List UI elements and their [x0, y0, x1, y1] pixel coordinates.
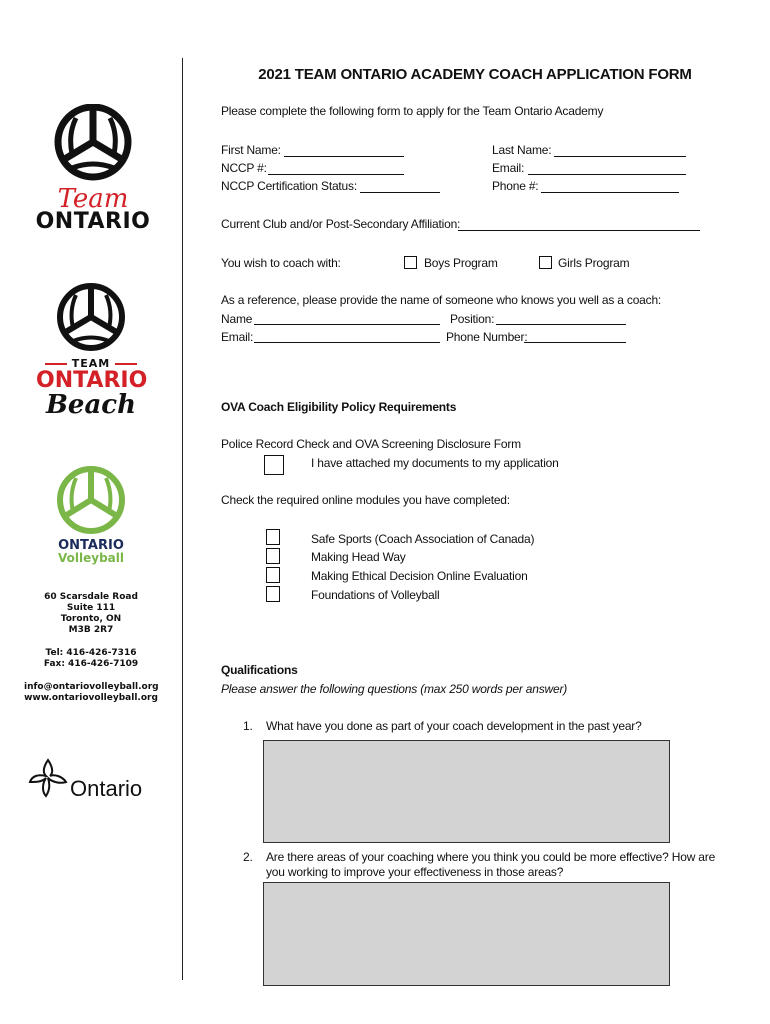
logo-ontario-text: ONTARIO [35, 209, 151, 234]
question-2-text-line-2: you working to improve your effectiveness in those areas? [266, 865, 564, 879]
question-1-number: 1. [243, 719, 253, 733]
reference-email-label: Email: [221, 330, 254, 344]
address-block [30, 592, 152, 636]
documents-attached-checkbox[interactable] [264, 455, 284, 475]
reference-position-field[interactable] [496, 324, 626, 325]
ontario-volleyball-logo [44, 464, 138, 565]
module-checkbox-foundations[interactable] [266, 586, 280, 602]
intro-text: Please complete the following form to apply for the Team Ontario Academy [221, 104, 604, 118]
reference-position-label: Position: [450, 312, 495, 326]
logo-team-text: Team [57, 184, 129, 214]
question-1-answer-box[interactable] [263, 740, 670, 843]
team-ontario-beach-logo [36, 282, 146, 418]
volleyball-icon [28, 104, 158, 182]
girls-program-label: Girls Program [558, 256, 630, 270]
beach-ontario-text: ONTARIO [36, 368, 148, 393]
question-2-answer-box[interactable] [263, 882, 670, 986]
reference-phone-field[interactable] [524, 342, 626, 343]
email-link[interactable]: info@ontariovolleyball.org [24, 682, 159, 692]
module-label: Making Head Way [311, 550, 406, 564]
module-label: Making Ethical Decision Online Evaluation [311, 569, 528, 583]
reference-name-label: Name [221, 312, 253, 326]
first-name-label: First Name: [221, 143, 281, 157]
module-label: Safe Sports (Coach Association of Canada) [311, 532, 535, 546]
girls-program-checkbox[interactable] [539, 256, 552, 269]
police-check-text: Police Record Check and OVA Screening Disclosure Form [221, 437, 521, 451]
qualifications-subheading: Please answer the following questions (max 250 words per answer) [221, 682, 568, 696]
email-field[interactable] [528, 174, 686, 175]
documents-attached-label: I have attached my documents to my application [311, 456, 559, 470]
question-2-number: 2. [243, 850, 253, 864]
form-title: 2021 TEAM ONTARIO ACADEMY COACH APPLICATION FORM [258, 66, 692, 83]
sidebar-divider [182, 58, 183, 980]
module-checkbox-head-way[interactable] [266, 548, 280, 564]
address-line: Suite 111 [66, 603, 116, 613]
nccp-status-field[interactable] [360, 192, 440, 193]
boys-program-label: Boys Program [424, 256, 498, 270]
last-name-label: Last Name: [492, 143, 552, 157]
nccp-status-label: NCCP Certification Status: [221, 179, 357, 193]
module-checkbox-safe-sports[interactable] [266, 529, 280, 545]
question-2-text-line-1: Are there areas of your coaching where you think you could be more effective? How are [266, 850, 716, 864]
team-ontario-logo [28, 104, 158, 233]
ova-volleyball-text: Volleyball [58, 551, 124, 565]
beach-team-text: TEAM [36, 357, 146, 370]
nccp-label: NCCP #: [221, 161, 267, 175]
reference-name-field[interactable] [254, 324, 440, 325]
volleyball-icon [36, 282, 146, 352]
eligibility-heading: OVA Coach Eligibility Policy Requirements [221, 400, 457, 414]
gov-ontario-text: Ontario [70, 776, 143, 801]
government-ontario-logo [26, 756, 160, 806]
club-field[interactable] [458, 230, 700, 231]
email-label: Email: [492, 161, 525, 175]
program-label: You wish to coach with: [221, 256, 341, 270]
trillium-icon [26, 756, 70, 800]
phone-field[interactable] [541, 192, 679, 193]
ova-ontario-text: ONTARIO [58, 538, 124, 553]
address-line: Toronto, ON [60, 614, 122, 624]
last-name-field[interactable] [554, 156, 686, 157]
beach-word-text: Beach [45, 390, 137, 420]
nccp-field[interactable] [268, 174, 404, 175]
contact-web-block [24, 682, 158, 704]
reference-email-field[interactable] [254, 342, 440, 343]
modules-intro: Check the required online modules you have completed: [221, 493, 510, 507]
address-line: 60 Scarsdale Road [44, 592, 138, 602]
module-checkbox-ethical-decision[interactable] [266, 567, 280, 583]
first-name-field[interactable] [284, 156, 404, 157]
reference-phone-label: Phone Number: [446, 330, 528, 344]
fax-text: Fax: 416-426-7109 [43, 659, 139, 669]
contact-phone-block [30, 648, 152, 670]
module-label: Foundations of Volleyball [311, 588, 440, 602]
club-label: Current Club and/or Post-Secondary Affiliation: [221, 217, 461, 231]
reference-intro: As a reference, please provide the name of someone who knows you well as a coach: [221, 293, 662, 307]
volleyball-green-icon [44, 464, 138, 534]
website-link[interactable]: www.ontariovolleyball.org [24, 693, 158, 703]
qualifications-heading: Qualifications [221, 663, 298, 677]
boys-program-checkbox[interactable] [404, 256, 417, 269]
phone-label: Phone #: [492, 179, 539, 193]
question-1-text: What have you done as part of your coach development in the past year? [266, 719, 642, 733]
tel-text: Tel: 416-426-7316 [45, 648, 137, 658]
address-line: M3B 2R7 [68, 625, 114, 635]
